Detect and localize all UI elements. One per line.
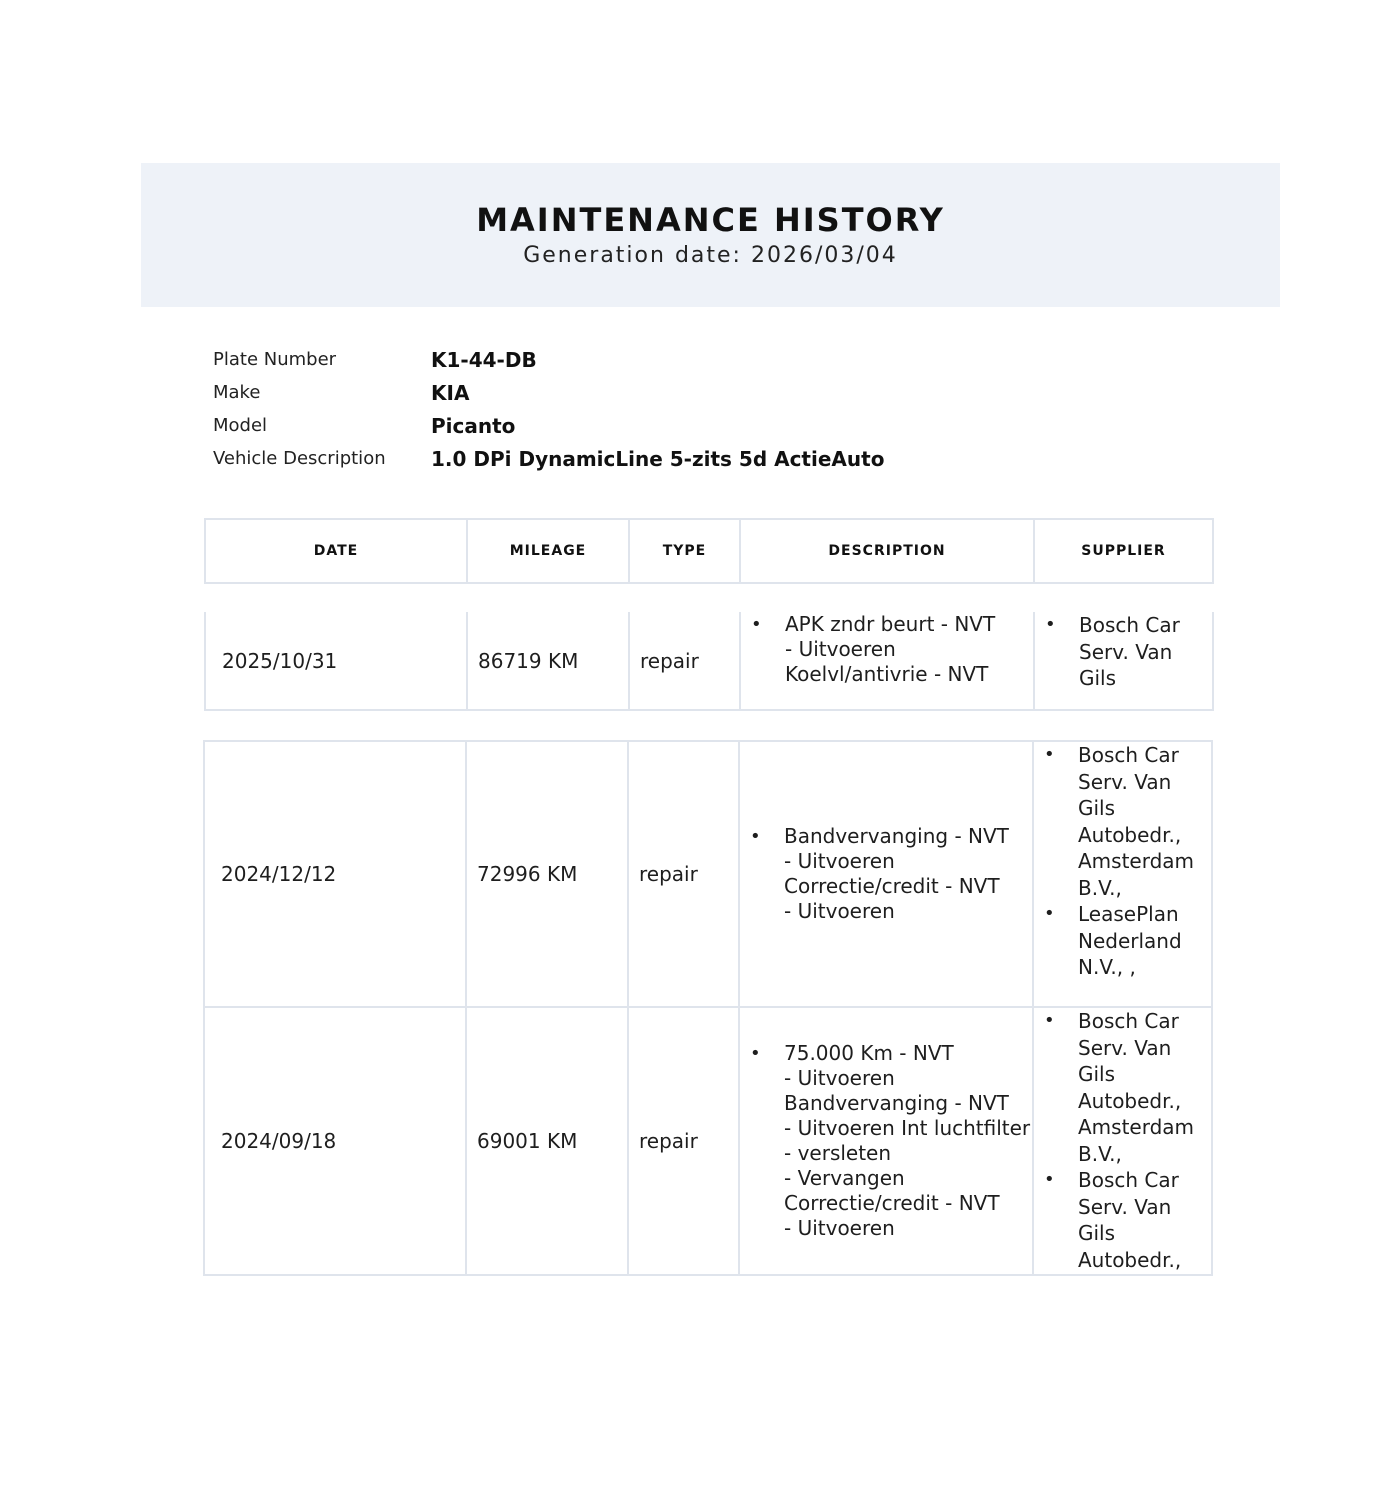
row-mileage: 72996 KM	[466, 741, 628, 1007]
row-date: 2024/09/18	[204, 1007, 466, 1275]
table-header	[204, 518, 1214, 584]
page-title: MAINTENANCE HISTORY	[476, 201, 945, 239]
report-header	[141, 163, 1280, 307]
description-item: • APK zndr beurt - NVT - Uitvoeren Koelvl/antivrie - NVT	[741, 612, 1033, 687]
column-header-date: DATE	[205, 519, 467, 583]
description-item: • 75.000 Km - NVT - Uitvoeren Bandvervanging - NVT - Uitvoeren Int luchtfilter - versleten - Vervangen Correctie/credit - NVT - Uitvoeren	[740, 1041, 1032, 1241]
supplier-item: • Bosch Car Serv. Van Gils Autobedr., Amsterdam B.V.,	[1034, 1008, 1211, 1167]
supplier-item: • Bosch Car Serv. Van Gils Autobedr.,	[1034, 1167, 1211, 1273]
supplier-item: • Bosch Car Serv. Van Gils Autobedr., Amsterdam B.V.,	[1034, 742, 1211, 901]
row-description	[740, 612, 1034, 710]
row-date: 2024/12/12	[204, 741, 466, 1007]
vehicle-field-row	[213, 442, 884, 475]
make-label: Make	[213, 382, 261, 403]
row-mileage: 69001 KM	[466, 1007, 628, 1275]
table-rows-block	[203, 740, 1213, 1276]
vehicle-field-row	[213, 409, 884, 442]
column-header-description: DESCRIPTION	[740, 519, 1034, 583]
table-row	[204, 1007, 1212, 1275]
table-row	[204, 741, 1212, 1007]
row-mileage: 86719 KM	[467, 612, 629, 710]
plate-number-value: K1-44-DB	[431, 347, 537, 372]
vehicle-description-value: 1.0 DPi DynamicLine 5-zits 5d ActieAuto	[431, 446, 885, 471]
row-supplier	[1034, 612, 1213, 710]
make-value: KIA	[431, 380, 470, 405]
row-type: repair	[628, 1007, 739, 1275]
vehicle-info	[213, 343, 884, 475]
column-header-type: TYPE	[629, 519, 740, 583]
column-header-mileage: MILEAGE	[467, 519, 629, 583]
model-label: Model	[213, 415, 268, 436]
row-supplier	[1033, 1007, 1212, 1275]
table-row	[204, 612, 1214, 711]
description-item: • Bandvervanging - NVT - Uitvoeren Correctie/credit - NVT - Uitvoeren	[740, 824, 1032, 924]
column-header-supplier: SUPPLIER	[1034, 519, 1213, 583]
plate-number-label: Plate Number	[213, 349, 337, 370]
vehicle-field-row	[213, 343, 884, 376]
generation-date: Generation date: 2026/03/04	[523, 243, 898, 268]
supplier-item: • LeasePlan Nederland N.V., ,	[1034, 901, 1211, 981]
row-supplier	[1033, 741, 1212, 1007]
vehicle-field-row	[213, 376, 884, 409]
supplier-item: • Bosch Car Serv. Van Gils	[1035, 612, 1212, 692]
row-type: repair	[629, 612, 740, 710]
row-type: repair	[628, 741, 739, 1007]
model-value: Picanto	[431, 413, 516, 438]
vehicle-description-label: Vehicle Description	[213, 448, 386, 469]
row-date: 2025/10/31	[205, 612, 467, 710]
row-description	[739, 1007, 1033, 1275]
row-description	[739, 741, 1033, 1007]
